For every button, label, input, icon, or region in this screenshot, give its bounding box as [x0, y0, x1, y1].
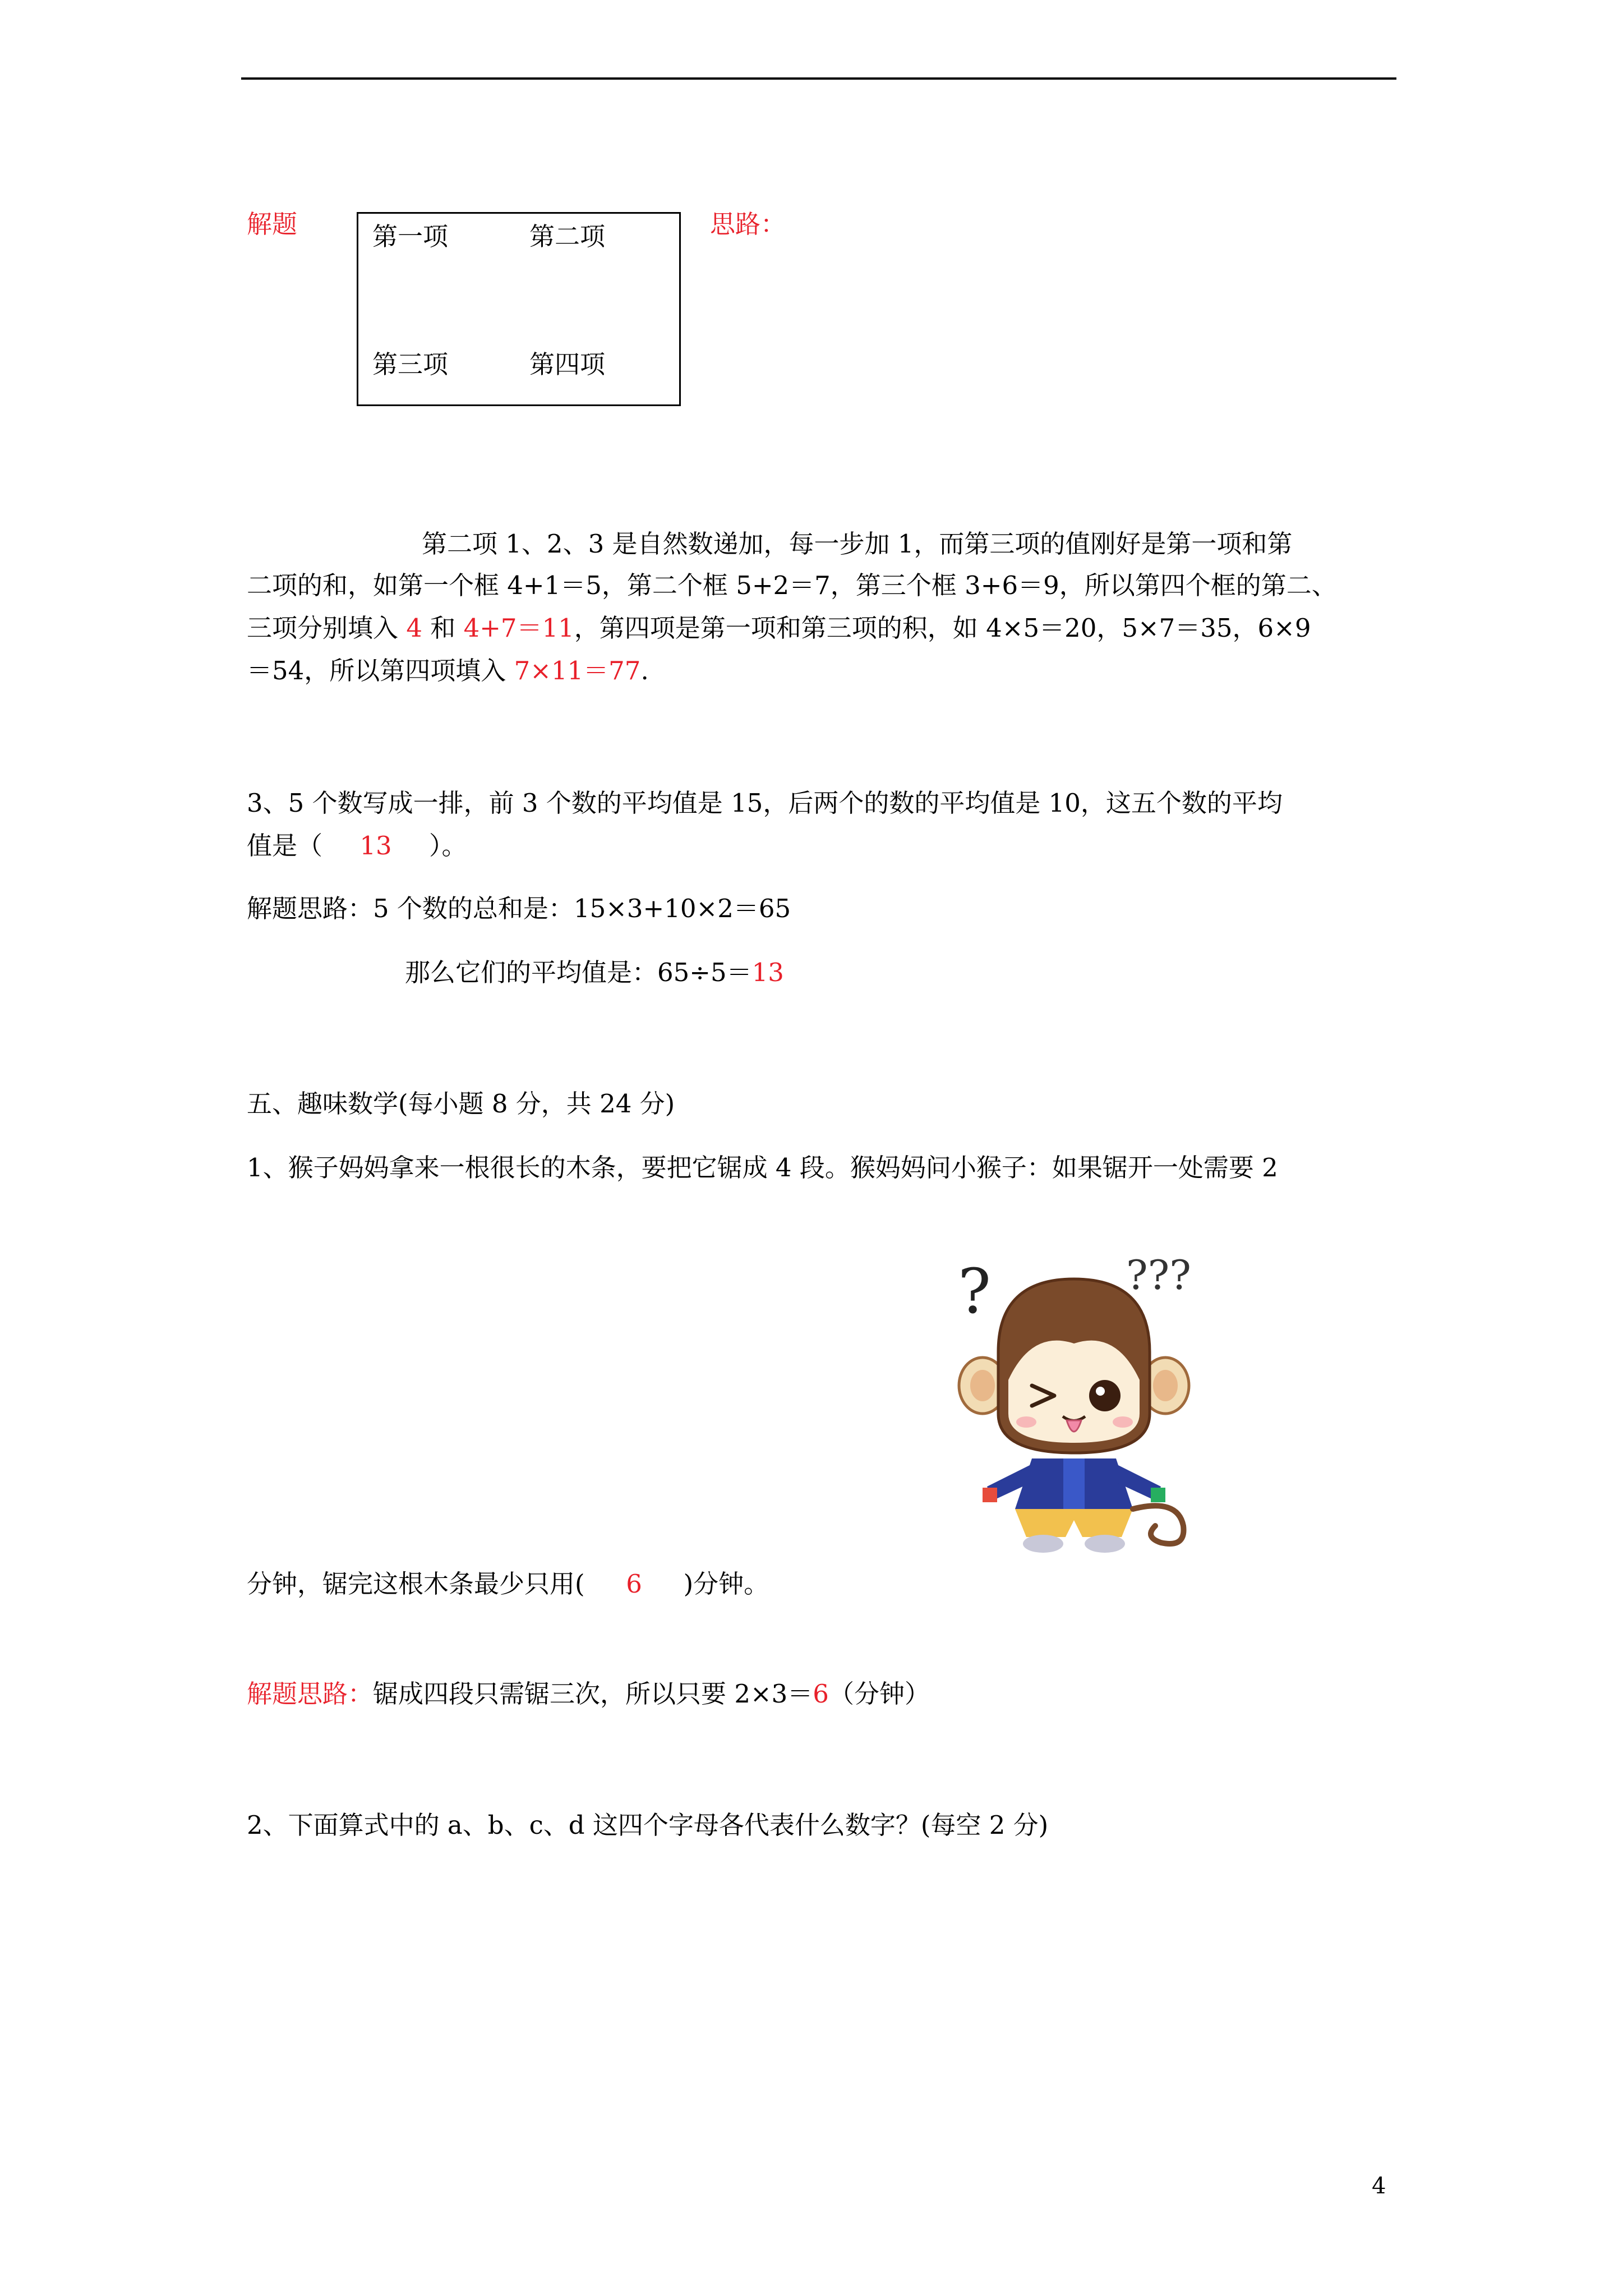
q3-solution-line-1: 解题思路：5 个数的总和是：15×3+10×2＝65 — [247, 894, 791, 923]
explanation-text: 和 — [422, 613, 464, 643]
explanation-text: ，第四项是第一项和第三项的积，如 4×5＝20，5×7＝35，6×9 — [574, 613, 1311, 643]
q1-line-2 — [247, 1567, 769, 1601]
explain-label-left: 解题 — [247, 209, 298, 239]
solution-text: 锯成四段只需锯三次，所以只要 2×3＝ — [373, 1679, 813, 1709]
answer-value: 13 — [751, 958, 784, 987]
explanation-text: . — [640, 656, 649, 685]
question-mark-triple: ??? — [1126, 1251, 1191, 1299]
question-text: 分钟，锯完这根木条最少只用( — [247, 1569, 585, 1599]
answer-value: 4 — [406, 613, 422, 643]
q1-solution — [247, 1677, 930, 1711]
explanation-line-2: 二项的和，如第一个框 4+1＝5，第二个框 5+2＝7，第三个框 3+6＝9，所以第四个框的第二、 — [247, 570, 1337, 600]
question-text: ）。 — [429, 831, 467, 861]
question-mark-single: ? — [958, 1255, 991, 1327]
answer-value: 6 — [813, 1679, 829, 1709]
monkey-icon — [948, 1245, 1206, 1559]
answer-value: 13 — [359, 831, 392, 861]
box-item-1: 第一项 — [372, 222, 449, 251]
solution-label: 解题思路： — [247, 1679, 374, 1709]
box-item-3: 第三项 — [372, 349, 449, 379]
q3-line-1: 3、5 个数写成一排，前 3 个数的平均值是 15，后两个的数的平均值是 10，这五个数的平均 — [247, 788, 1283, 818]
q2-line: 2、下面算式中的 a、b、c、d 这四个字母各代表什么数字？(每空 2 分) — [247, 1810, 1049, 1840]
section-title: 五、趣味数学(每小题 8 分，共 24 分) — [247, 1089, 675, 1119]
explain-label-right: 思路： — [710, 209, 786, 239]
answer-value: 7×11＝77 — [514, 656, 641, 685]
header-rule — [241, 77, 1396, 80]
explanation-line-1: 第二项 1、2、3 是自然数递加，每一步加 1，而第三项的值刚好是第一项和第 — [422, 529, 1293, 559]
box-item-2: 第二项 — [529, 222, 606, 251]
answer-value: 6 — [626, 1569, 642, 1599]
explanation-text: 三项分别填入 — [247, 613, 407, 643]
question-text: )分钟。 — [683, 1569, 769, 1599]
monkey-illustration — [948, 1245, 1206, 1559]
q3-line-2 — [247, 829, 467, 863]
q3-solution-line-2 — [405, 956, 784, 990]
question-text: 值是（ — [247, 831, 323, 861]
page-number: 4 — [1372, 2173, 1386, 2199]
explanation-line-3 — [247, 611, 1311, 645]
q1-line-1: 1、猴子妈妈拿来一根很长的木条，要把它锯成 4 段。猴妈妈问小猴子：如果锯开一处需要 2 — [247, 1153, 1278, 1182]
answer-value: 4+7＝11 — [463, 613, 574, 643]
box-item-4: 第四项 — [529, 349, 606, 379]
explanation-line-4 — [247, 654, 649, 688]
solution-text: 那么它们的平均值是：65÷5＝ — [405, 958, 752, 987]
explanation-text: ＝54，所以第四项填入 — [247, 656, 514, 685]
solution-text: （分钟） — [828, 1679, 930, 1709]
